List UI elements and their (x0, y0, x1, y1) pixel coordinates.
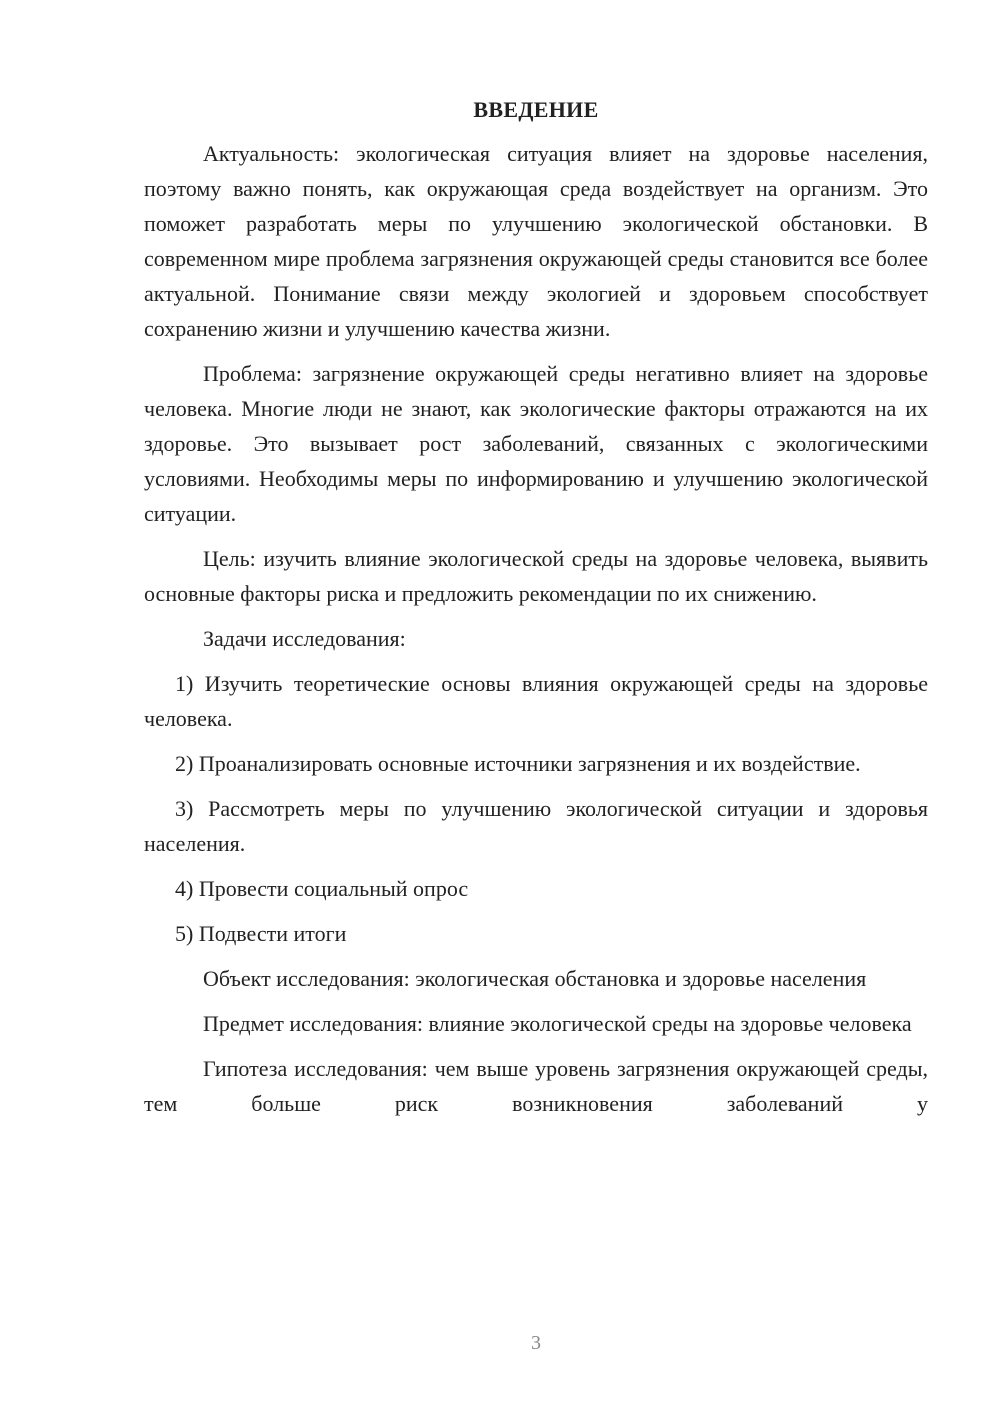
relevance-paragraph: Актуальность: экологическая ситуация влияет на здоровье населения, поэтому важно понять, как окружающая среда воздействует на организм. Это поможет разработать меры по улучшению экологической обстановки. В современном мире проблема загрязнения окружающей среды становится все более актуальной. Понимание связи между экологией и здоровьем способствует сохранению жизни и улучшению качества жизни. (144, 141, 928, 341)
task-item-5: 5) Подвести итоги (175, 921, 347, 946)
task-item-1: 1) Изучить теоретические основы влияния окружающей среды на здоровье человека. (144, 671, 928, 731)
problem-paragraph: Проблема: загрязнение окружающей среды негативно влияет на здоровье человека. Многие люди не знают, как экологические факторы отражаются на их здоровье. Это вызывает рост заболеваний, связанных с экологическими условиями. Необходимы меры по информированию и улучшению экологической ситуации. (144, 361, 928, 526)
page-title: ВВЕДЕНИЕ (473, 97, 599, 122)
tasks-heading: Задачи исследования: (203, 626, 406, 651)
goal-paragraph: Цель: изучить влияние экологической среды на здоровье человека, выявить основные факторы риска и предложить рекомендации по их снижению. (144, 546, 928, 606)
task-item-3: 3) Рассмотреть меры по улучшению экологической ситуации и здоровья населения. (144, 796, 928, 856)
page-number: 3 (531, 1332, 541, 1354)
research-object-paragraph: Объект исследования: экологическая обстановка и здоровье населения (203, 966, 867, 991)
task-item-4: 4) Провести социальный опрос (175, 876, 469, 901)
task-item-2: 2) Проанализировать основные источники загрязнения и их воздействие. (175, 751, 861, 776)
research-subject-paragraph: Предмет исследования: влияние экологической среды на здоровье человека (203, 1011, 912, 1036)
document-page (144, 94, 928, 1121)
hypothesis-paragraph: Гипотеза исследования: чем выше уровень загрязнения окружающей среды, тем больше риск возникновения заболеваний у (144, 1056, 928, 1116)
